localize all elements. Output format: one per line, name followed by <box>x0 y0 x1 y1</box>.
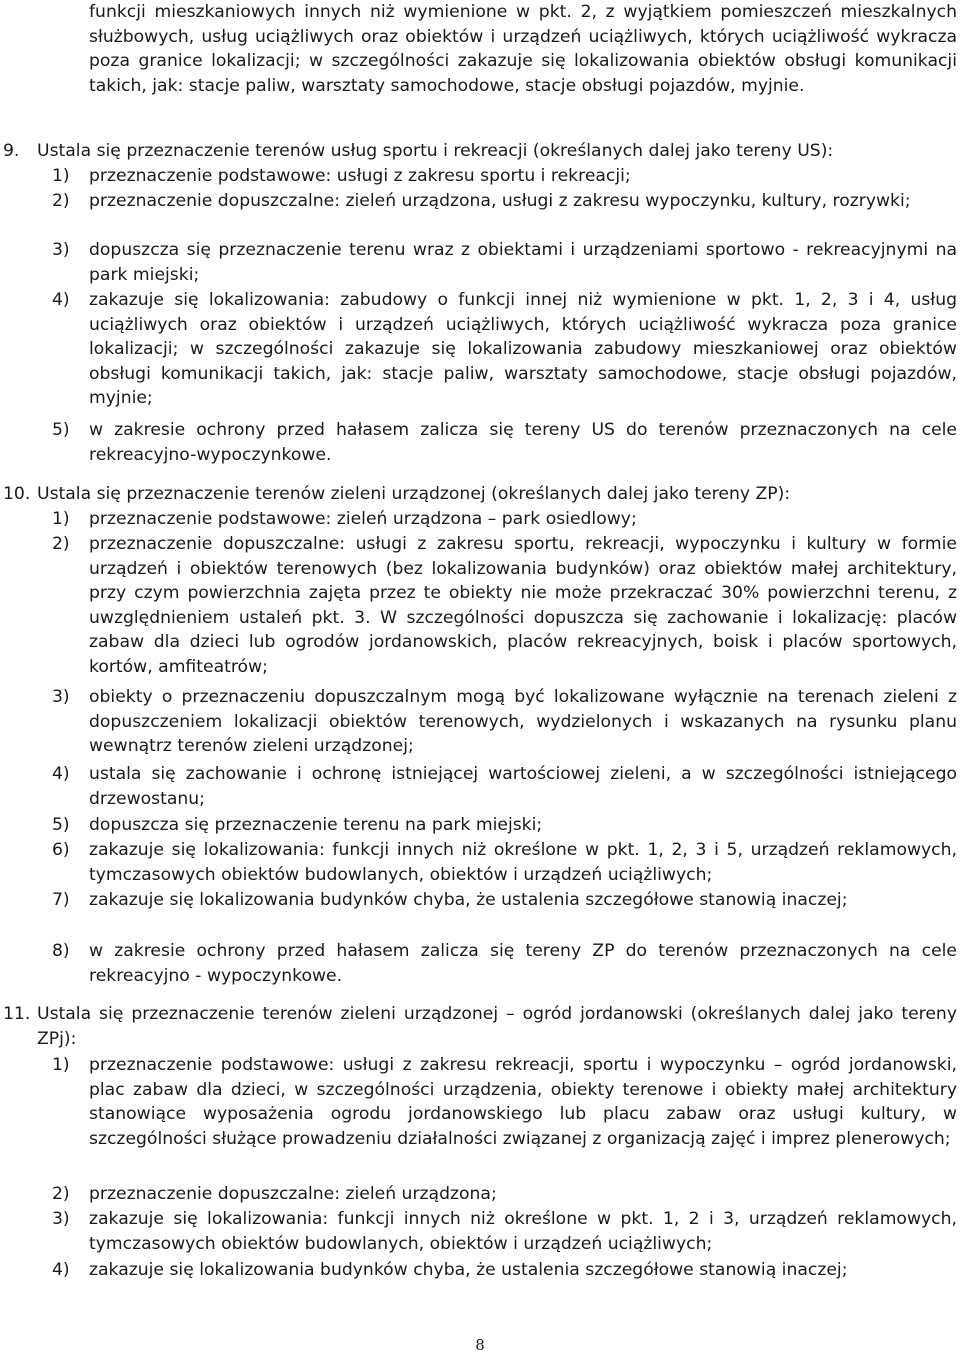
section-number: 9. <box>3 141 20 161</box>
item-number: 3) <box>52 1209 70 1229</box>
list-item: dopuszcza się przeznaczenie terenu na park miejski; <box>89 815 543 835</box>
list-item: zakazuje się lokalizowania: zabudowy o funkcji innej niż wymienione w pkt. 1, 2, 3 i 4, usług uciążliwych oraz obiektów i urządzeń uciążliwych, których uciążliwość wykracza poza granice lokalizacji; w szczególności zakazuje się lokalizowania zabudowy mieszkaniowej oraz obiektów obsługi komunikacji takich, jak: stacje paliw, warsztaty samochodowe, stacje obsługi pojazdów, myjnie; <box>89 290 957 409</box>
item-number: 8) <box>52 941 70 961</box>
item-number: 3) <box>52 240 70 260</box>
item-number: 7) <box>52 890 70 910</box>
list-item: dopuszcza się przeznaczenie terenu wraz z obiektami i urządzeniami sportowo - rekreacyjnymi na park miejski; <box>89 240 957 285</box>
section-heading: Ustala się przeznaczenie terenów usług sportu i rekreacji (określanych dalej jako tereny US): <box>37 141 834 161</box>
item-number: 2) <box>52 534 70 554</box>
item-number: 4) <box>52 290 70 310</box>
section-number: 10. <box>3 484 31 504</box>
list-item: przeznaczenie podstawowe: usługi z zakresu rekreacji, sportu i wypoczynku – ogród jordanowski, plac zabaw dla dzieci, w szczególności urządzenia, obiekty terenowe i obiekty małej architektury stanowiące wyposażenia ogrodu jordanowskiego lub placu zabaw oraz usługi kultury, w szczególności służące prowadzeniu działalności związanej z organizacją zajęć i imprez plenerowych; <box>89 1055 957 1149</box>
list-item: zakazuje się lokalizowania: funkcji innych niż określone w pkt. 1, 2, 3 i 5, urządzeń reklamowych, tymczasowych obiektów budowlanych, obiektów i urządzeń uciążliwych; <box>89 840 957 885</box>
list-item: obiekty o przeznaczeniu dopuszczalnym mogą być lokalizowane wyłącznie na terenach zieleni z dopuszczeniem lokalizacji obiektów terenowych, wydzielonych i wskazanych na rysunku planu wewnątrz terenów zieleni urządzonej; <box>89 687 957 757</box>
item-number: 1) <box>52 166 70 186</box>
item-number: 2) <box>52 191 70 211</box>
item-number: 6) <box>52 840 70 860</box>
item-number: 5) <box>52 815 70 835</box>
section-heading: Ustala się przeznaczenie terenów zieleni urządzonej (określanych dalej jako tereny ZP): <box>37 484 791 504</box>
item-number: 4) <box>52 1260 70 1280</box>
item-number: 4) <box>52 764 70 784</box>
list-item: zakazuje się lokalizowania: funkcji innych niż określone w pkt. 1, 2 i 3, urządzeń reklamowych, tymczasowych obiektów budowlanych, obiektów i urządzeń uciążliwych; <box>89 1209 957 1254</box>
list-item: przeznaczenie podstawowe: zieleń urządzona – park osiedlowy; <box>89 509 637 529</box>
list-item: przeznaczenie dopuszczalne: usługi z zakresu sportu, rekreacji, wypoczynku i kultury w formie urządzeń i obiektów terenowych (bez lokalizowania budynków) oraz obiektów małej architektury, przy czym powierzchnia zajęta przez te obiekty nie może przekraczać 30% powierzchni terenu, z uwzględnieniem ustaleń pkt. 3. W szczególności dopuszcza się zachowanie i lokalizację: placów zabaw dla dzieci lub ogrodów jordanowskich, placów rekreacyjnych, boisk i placów sportowych, kortów, amfiteatrów; <box>89 534 957 677</box>
section-heading: Ustala się przeznaczenie terenów zieleni urządzonej – ogród jordanowski (określanych dalej jako tereny ZPj): <box>37 1004 957 1049</box>
item-number: 3) <box>52 687 70 707</box>
intro-paragraph: funkcji mieszkaniowych innych niż wymienione w pkt. 2, z wyjątkiem pomieszczeń mieszkalnych służbowych, usług uciążliwych oraz obiektów i urządzeń uciążliwych, których uciążliwość wykracza poza granice lokalizacji; w szczególności zakazuje się lokalizowania obiektów obsługi komunikacji takich, jak: stacje paliw, warsztaty samochodowe, stacje obsługi pojazdów, myjnie. <box>89 2 957 96</box>
item-number: 5) <box>52 420 70 440</box>
list-item: w zakresie ochrony przed hałasem zalicza się tereny US do terenów przeznaczonych na cele rekreacyjno-wypoczynkowe. <box>89 420 957 465</box>
section-number: 11. <box>3 1004 31 1024</box>
list-item: ustala się zachowanie i ochronę istniejącej wartościowej zieleni, a w szczególności istniejącego drzewostanu; <box>89 764 957 809</box>
page-number: 8 <box>475 1336 485 1354</box>
item-number: 1) <box>52 509 70 529</box>
list-item: przeznaczenie dopuszczalne: zieleń urządzona, usługi z zakresu wypoczynku, kultury, rozrywki; <box>89 191 911 211</box>
list-item: przeznaczenie dopuszczalne: zieleń urządzona; <box>89 1184 497 1204</box>
list-item: przeznaczenie podstawowe: usługi z zakresu sportu i rekreacji; <box>89 166 631 186</box>
list-item: zakazuje się lokalizowania budynków chyba, że ustalenia szczegółowe stanowią inaczej; <box>89 890 848 910</box>
item-number: 1) <box>52 1055 70 1075</box>
item-number: 2) <box>52 1184 70 1204</box>
list-item: w zakresie ochrony przed hałasem zalicza się tereny ZP do terenów przeznaczonych na cele rekreacyjno - wypoczynkowe. <box>89 941 957 986</box>
list-item: zakazuje się lokalizowania budynków chyba, że ustalenia szczegółowe stanowią inaczej; <box>89 1260 848 1280</box>
